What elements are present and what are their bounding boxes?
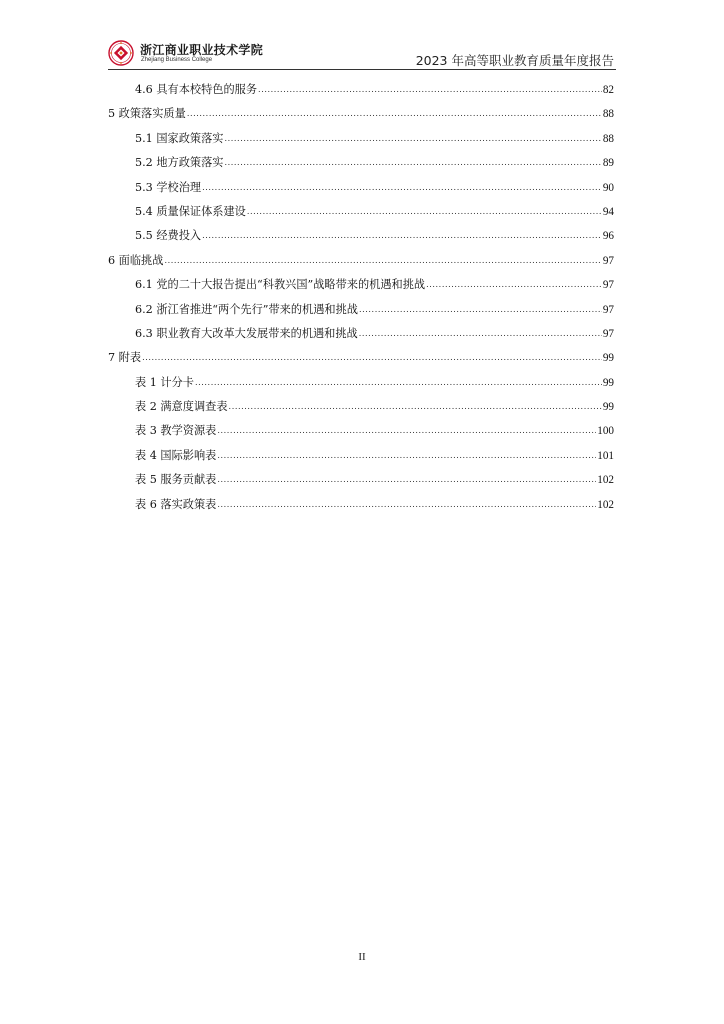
toc-section-entry[interactable] [108,419,614,443]
toc-leader-dots [258,78,602,102]
toc-entry-page-number: 102 [597,474,614,487]
toc-chapter-entry[interactable] [108,249,614,273]
header-divider [108,69,616,70]
toc-leader-dots [359,298,602,322]
toc-leader-dots [195,371,602,395]
toc-leader-dots [187,102,602,126]
toc-entry-label: 表 4 国际影响表 [135,448,217,462]
toc-section-entry[interactable] [108,273,614,297]
toc-entry-page-number: 88 [602,132,614,145]
toc-section-entry[interactable] [108,151,614,175]
toc-entry-page-number: 100 [597,425,614,438]
toc-section-entry[interactable] [108,200,614,224]
toc-leader-dots [164,249,601,273]
toc-entry-page-number: 97 [602,254,614,267]
toc-entry-label: 表 2 满意度调查表 [135,400,228,414]
toc-entry-page-number: 90 [602,181,614,194]
toc-entry-label: 表 1 计分卡 [135,375,194,389]
toc-entry-page-number: 97 [602,303,614,316]
toc-section-entry[interactable] [108,224,614,248]
toc-entry-label: 5.1 国家政策落实 [135,131,224,145]
college-name-en: Zhejiang Business College [141,57,213,63]
toc-leader-dots [247,200,602,224]
toc-entry-page-number: 99 [602,352,614,365]
toc-entry-label: 5.2 地方政策落实 [135,156,224,170]
page-header [108,36,616,70]
toc-entry-page-number: 82 [602,84,614,96]
toc-entry-label: 6.1 党的二十大报告提出“科教兴国”战略带来的机遇和挑战 [135,278,426,292]
toc-entry-page-number: 94 [602,205,614,218]
toc-leader-dots [229,395,602,419]
toc-entry-page-number: 89 [602,157,614,170]
toc-entry-label: 7 附表 [108,351,142,365]
table-of-contents [108,78,614,517]
toc-entry-label: 6.2 浙江省推进“两个先行”带来的机遇和挑战 [135,302,358,316]
toc-section-entry[interactable] [108,78,614,102]
toc-entry-page-number: 102 [597,498,614,511]
toc-leader-dots [359,322,602,346]
toc-entry-page-number: 96 [602,230,614,243]
toc-leader-dots [202,224,602,248]
toc-leader-dots [217,493,596,517]
college-name-cn: 浙江商业职业技术学院 [140,43,264,57]
college-logo-icon [108,40,134,66]
toc-entry-label: 5.3 学校治理 [135,180,202,194]
toc-leader-dots [202,176,602,200]
toc-leader-dots [217,444,596,468]
toc-section-entry[interactable] [108,395,614,419]
toc-entry-label: 6.3 职业教育大改革大发展带来的机遇和挑战 [135,326,358,340]
toc-entry-label: 表 3 教学资源表 [135,424,217,438]
toc-entry-page-number: 99 [602,376,614,389]
toc-leader-dots [142,346,602,370]
toc-leader-dots [217,468,596,492]
toc-entry-label: 4.6 具有本校特色的服务 [135,83,258,96]
report-title: 2023 年高等职业教育质量年度报告 [415,53,614,68]
toc-leader-dots [224,151,601,175]
toc-section-entry[interactable] [108,371,614,395]
toc-entry-label: 表 5 服务贡献表 [135,473,217,487]
toc-entry-label: 5.4 质量保证体系建设 [135,204,246,218]
toc-entry-page-number: 101 [597,449,614,462]
toc-entry-page-number: 97 [602,279,614,292]
toc-section-entry[interactable] [108,444,614,468]
toc-leader-dots [217,419,596,443]
toc-entry-label: 5 政策落实质量 [108,107,186,121]
page-number: II [358,951,366,963]
toc-entry-page-number: 99 [602,401,614,414]
toc-chapter-entry[interactable] [108,102,614,126]
toc-entry-label: 表 6 落实政策表 [135,497,217,511]
toc-section-entry[interactable] [108,127,614,151]
toc-entry-label: 6 面临挑战 [108,253,164,267]
toc-leader-dots [224,127,601,151]
toc-chapter-entry[interactable] [108,346,614,370]
toc-section-entry[interactable] [108,468,614,492]
toc-leader-dots [426,273,602,297]
toc-section-entry[interactable] [108,176,614,200]
toc-entry-page-number: 97 [602,327,614,340]
toc-section-entry[interactable] [108,493,614,517]
toc-entry-page-number: 88 [602,108,614,121]
toc-section-entry[interactable] [108,322,614,346]
toc-section-entry[interactable] [108,298,614,322]
toc-entry-label: 5.5 经费投入 [135,229,202,243]
